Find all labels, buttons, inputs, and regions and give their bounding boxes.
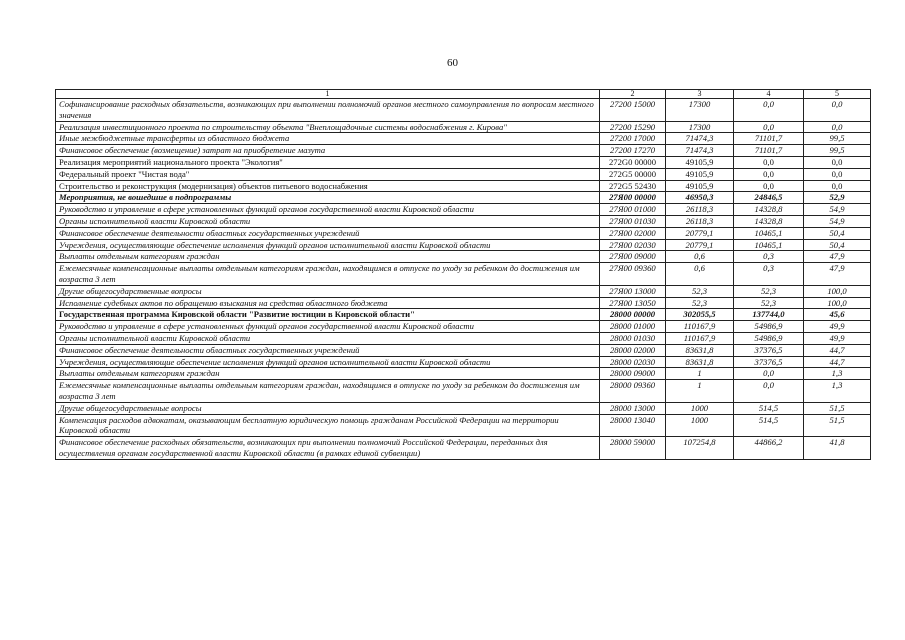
row-actual: 37376,5 [734,344,804,356]
page-number: 60 [447,57,458,69]
row-percent: 54,9 [804,215,871,227]
row-actual: 514,5 [734,414,804,437]
row-actual: 52,3 [734,297,804,309]
row-name: Федеральный проект "Чистая вода" [56,168,600,180]
row-plan: 0,6 [666,263,734,286]
table-row [56,145,871,157]
row-plan: 52,3 [666,285,734,297]
row-code: 272G5 00000 [600,168,666,180]
row-actual: 54986,9 [734,332,804,344]
row-code: 28000 02030 [600,356,666,368]
row-name: Учреждения, осуществляющие обеспечение исполнения функций органов исполнительной власти Кировской области [56,356,600,368]
row-code: 28000 09360 [600,380,666,403]
table-row [56,321,871,333]
row-code: 27Я00 02000 [600,227,666,239]
row-actual: 0,3 [734,251,804,263]
table-row [56,414,871,437]
row-plan: 83631,8 [666,344,734,356]
row-code: 27Я00 01030 [600,215,666,227]
row-actual: 0,0 [734,380,804,403]
table-row [56,192,871,204]
row-actual: 0,0 [734,99,804,122]
row-plan: 110167,9 [666,332,734,344]
row-plan: 83631,8 [666,356,734,368]
row-actual: 10465,1 [734,227,804,239]
row-code: 28000 09000 [600,368,666,380]
table-row [56,99,871,122]
row-plan: 20779,1 [666,227,734,239]
row-percent: 0,0 [804,99,871,122]
row-actual: 44866,2 [734,437,804,460]
row-name: Реализация мероприятий национального проекта "Экология" [56,156,600,168]
row-percent: 49,9 [804,321,871,333]
row-plan: 26118,3 [666,204,734,216]
row-name: Реализация инвестиционного проекта по строительству объекта "Внеплощадочные системы водоснабжения г. Кирова" [56,121,600,133]
row-name: Строительство и реконструкция (модернизация) объектов питьевого водоснабжения [56,180,600,192]
row-name: Органы исполнительной власти Кировской области [56,215,600,227]
table-row [56,215,871,227]
row-plan: 1000 [666,414,734,437]
row-percent: 100,0 [804,297,871,309]
row-plan: 26118,3 [666,215,734,227]
row-actual: 71101,7 [734,145,804,157]
row-percent: 99,5 [804,133,871,145]
row-plan: 17300 [666,121,734,133]
row-code: 27200 15000 [600,99,666,122]
row-code: 28000 01030 [600,332,666,344]
row-actual: 10465,1 [734,239,804,251]
row-plan: 52,3 [666,297,734,309]
row-name: Государственная программа Кировской области "Развитие юстиции в Кировской области" [56,309,600,321]
row-code: 27Я00 13000 [600,285,666,297]
row-plan: 49105,9 [666,180,734,192]
row-actual: 0,0 [734,368,804,380]
table-row [56,380,871,403]
table-row [56,263,871,286]
row-plan: 302055,5 [666,309,734,321]
row-plan: 46950,3 [666,192,734,204]
row-code: 27Я00 09360 [600,263,666,286]
row-code: 27Я00 00000 [600,192,666,204]
row-actual: 14328,8 [734,204,804,216]
row-percent: 99,5 [804,145,871,157]
row-percent: 49,9 [804,332,871,344]
column-number: 1 [56,90,600,99]
row-plan: 107254,8 [666,437,734,460]
row-code: 28000 13040 [600,414,666,437]
row-actual: 54986,9 [734,321,804,333]
column-number: 5 [804,90,871,99]
table-row [56,204,871,216]
row-name: Другие общегосударственные вопросы [56,285,600,297]
row-percent: 0,0 [804,121,871,133]
row-code: 27Я00 13050 [600,297,666,309]
column-number: 4 [734,90,804,99]
budget-table [55,89,871,460]
table-row [56,437,871,460]
row-percent: 50,4 [804,239,871,251]
row-percent: 51,5 [804,402,871,414]
row-plan: 49105,9 [666,156,734,168]
table-row [56,180,871,192]
table-row [56,133,871,145]
table-row [56,251,871,263]
table-row [56,309,871,321]
row-name: Мероприятия, не вошедшие в подпрограммы [56,192,600,204]
table-row [56,121,871,133]
table-row [56,356,871,368]
row-code: 28000 01000 [600,321,666,333]
row-code: 28000 59000 [600,437,666,460]
row-actual: 14328,8 [734,215,804,227]
row-name: Руководство и управление в сфере установленных функций органов государственной власти Кировской области [56,204,600,216]
row-name: Компенсация расходов адвокатам, оказывающим бесплатную юридическую помощь гражданам Российской Федерации на территории Кировской области [56,414,600,437]
row-code: 27200 15290 [600,121,666,133]
row-percent: 1,3 [804,368,871,380]
row-code: 27Я00 01000 [600,204,666,216]
table-row [56,402,871,414]
row-name: Исполнение судебных актов по обращению взыскания на средства областного бюджета [56,297,600,309]
row-name: Софинансирование расходных обязательств, возникающих при выполнении полномочий органов местного самоуправления по вопросам местного значения [56,99,600,122]
row-actual: 0,0 [734,156,804,168]
table-row [56,344,871,356]
table-row [56,285,871,297]
row-actual: 71101,7 [734,133,804,145]
row-name: Ежемесячные компенсационные выплаты отдельным категориям граждан, находящимся в отпуске по уходу за ребенком до достижения им возраста 3 лет [56,263,600,286]
row-plan: 110167,9 [666,321,734,333]
table-row [56,227,871,239]
row-actual: 514,5 [734,402,804,414]
row-plan: 1 [666,380,734,403]
table-row [56,168,871,180]
row-plan: 1 [666,368,734,380]
row-percent: 51,5 [804,414,871,437]
row-percent: 45,6 [804,309,871,321]
row-plan: 0,6 [666,251,734,263]
table-row [56,239,871,251]
row-name: Другие общегосударственные вопросы [56,402,600,414]
row-plan: 71474,3 [666,145,734,157]
row-percent: 0,0 [804,168,871,180]
row-actual: 0,0 [734,180,804,192]
row-name: Финансовое обеспечение деятельности областных государственных учреждений [56,344,600,356]
row-percent: 47,9 [804,263,871,286]
column-number-row [56,90,871,99]
row-percent: 0,0 [804,156,871,168]
row-percent: 54,9 [804,204,871,216]
table-row [56,297,871,309]
row-percent: 50,4 [804,227,871,239]
row-actual: 37376,5 [734,356,804,368]
table-row [56,368,871,380]
table-row [56,156,871,168]
row-percent: 47,9 [804,251,871,263]
row-name: Ежемесячные компенсационные выплаты отдельным категориям граждан, находящимся в отпуске по уходу за ребенком до достижения им возраста 3 лет [56,380,600,403]
row-percent: 0,0 [804,180,871,192]
column-number: 2 [600,90,666,99]
row-code: 28000 02000 [600,344,666,356]
row-actual: 0,0 [734,121,804,133]
row-code: 27Я00 02030 [600,239,666,251]
row-code: 28000 00000 [600,309,666,321]
row-code: 272G5 52430 [600,180,666,192]
row-name: Финансовое обеспечение (возмещение) затрат на приобретение мазута [56,145,600,157]
row-actual: 0,0 [734,168,804,180]
table-row [56,332,871,344]
row-plan: 49105,9 [666,168,734,180]
row-code: 28000 13000 [600,402,666,414]
row-name: Выплаты отдельным категориям граждан [56,368,600,380]
row-actual: 137744,0 [734,309,804,321]
row-name: Финансовое обеспечение расходных обязательств, возникающих при выполнении полномочий Российской Федерации, переданных для осуществления органам государственной власти Кировской области (в рамках единой субвенции) [56,437,600,460]
row-actual: 52,3 [734,285,804,297]
row-plan: 1000 [666,402,734,414]
row-plan: 71474,3 [666,133,734,145]
row-name: Выплаты отдельным категориям граждан [56,251,600,263]
row-percent: 1,3 [804,380,871,403]
row-actual: 0,3 [734,263,804,286]
row-plan: 20779,1 [666,239,734,251]
row-name: Иные межбюджетные трансферты из областного бюджета [56,133,600,145]
row-percent: 100,0 [804,285,871,297]
column-number: 3 [666,90,734,99]
row-code: 27200 17270 [600,145,666,157]
row-name: Учреждения, осуществляющие обеспечение исполнения функций органов исполнительной власти Кировской области [56,239,600,251]
row-percent: 52,9 [804,192,871,204]
row-name: Руководство и управление в сфере установленных функций органов государственной власти Кировской области [56,321,600,333]
row-percent: 44,7 [804,356,871,368]
row-name: Финансовое обеспечение деятельности областных государственных учреждений [56,227,600,239]
row-code: 27Я00 09000 [600,251,666,263]
row-plan: 17300 [666,99,734,122]
row-name: Органы исполнительной власти Кировской области [56,332,600,344]
row-code: 27200 17000 [600,133,666,145]
row-percent: 41,8 [804,437,871,460]
row-percent: 44,7 [804,344,871,356]
row-actual: 24846,5 [734,192,804,204]
row-code: 272G0 00000 [600,156,666,168]
